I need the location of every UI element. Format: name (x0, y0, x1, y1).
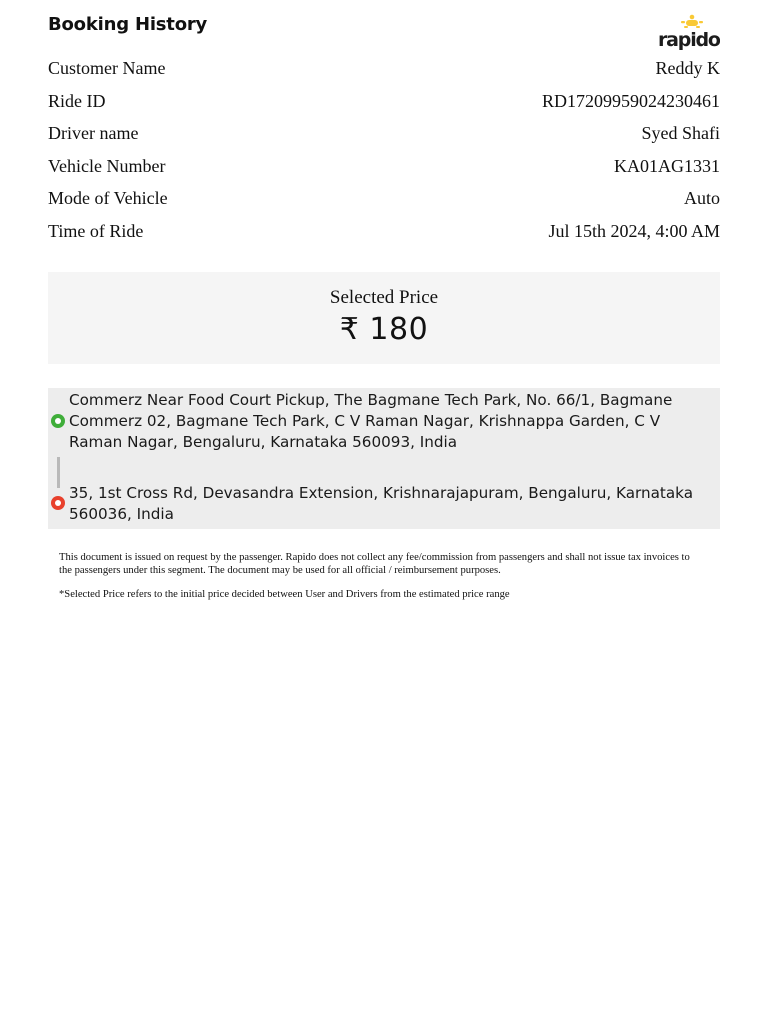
rapido-logo-icon (658, 14, 720, 54)
detail-row-driver-name (48, 121, 720, 154)
detail-row-time-of-ride (48, 219, 720, 252)
detail-label: Vehicle Number (48, 155, 166, 176)
price-amount: ₹ 180 (339, 312, 429, 347)
detail-value: Jul 15th 2024, 4:00 AM (548, 220, 720, 241)
rapido-logo (658, 14, 720, 54)
detail-row-customer-name (48, 56, 720, 89)
detail-value: Syed Shafi (641, 123, 720, 143)
page-title: Booking History (48, 14, 208, 35)
detail-label: Mode of Vehicle (48, 188, 168, 208)
route-panel (48, 388, 720, 529)
booking-history-document (48, 0, 720, 600)
detail-row-ride-id (48, 89, 720, 122)
route-connector-line (57, 457, 60, 488)
footnotes (59, 552, 699, 614)
detail-value: Auto (684, 188, 720, 208)
detail-value: Reddy K (655, 58, 720, 78)
logo-wordmark: rapido (658, 29, 720, 51)
detail-label: Time of Ride (48, 220, 144, 241)
price-label: Selected Price (329, 287, 439, 308)
price-footnote: *Selected Price refers to the initial price decided between User and Drivers from the estimated price range (59, 589, 510, 600)
ride-details (48, 56, 720, 251)
detail-label: Driver name (48, 123, 139, 143)
pickup-address: Commerz Near Food Court Pickup, The Bagmane Tech Park, No. 66/1, Bagmane Commerz 02, Bagmane Tech Park, C V Raman Nagar, Krishnappa Garden, C V Raman Nagar, Bengaluru, Karnataka 560093, India (69, 391, 673, 451)
detail-label: Customer Name (48, 58, 166, 78)
pickup-marker-icon (51, 414, 65, 428)
disclaimer-text: This document is issued on request by the passenger. Rapido does not collect any fee/commission from passengers and shall not issue tax invoices to the passengers under this segment. The document may be used for all official / reimbursement purposes. (59, 552, 690, 576)
detail-row-vehicle-number (48, 154, 720, 187)
detail-value: KA01AG1331 (614, 155, 720, 176)
selected-price-panel (48, 272, 720, 364)
drop-address: 35, 1st Cross Rd, Devasandra Extension, Krishnarajapuram, Bengaluru, Karnataka 560036, India (69, 484, 694, 523)
detail-value: RD17209959024230461 (541, 90, 720, 111)
detail-label: Ride ID (48, 90, 106, 111)
header (48, 0, 720, 56)
drop-marker-icon (51, 496, 65, 510)
detail-row-mode-of-vehicle (48, 186, 720, 219)
